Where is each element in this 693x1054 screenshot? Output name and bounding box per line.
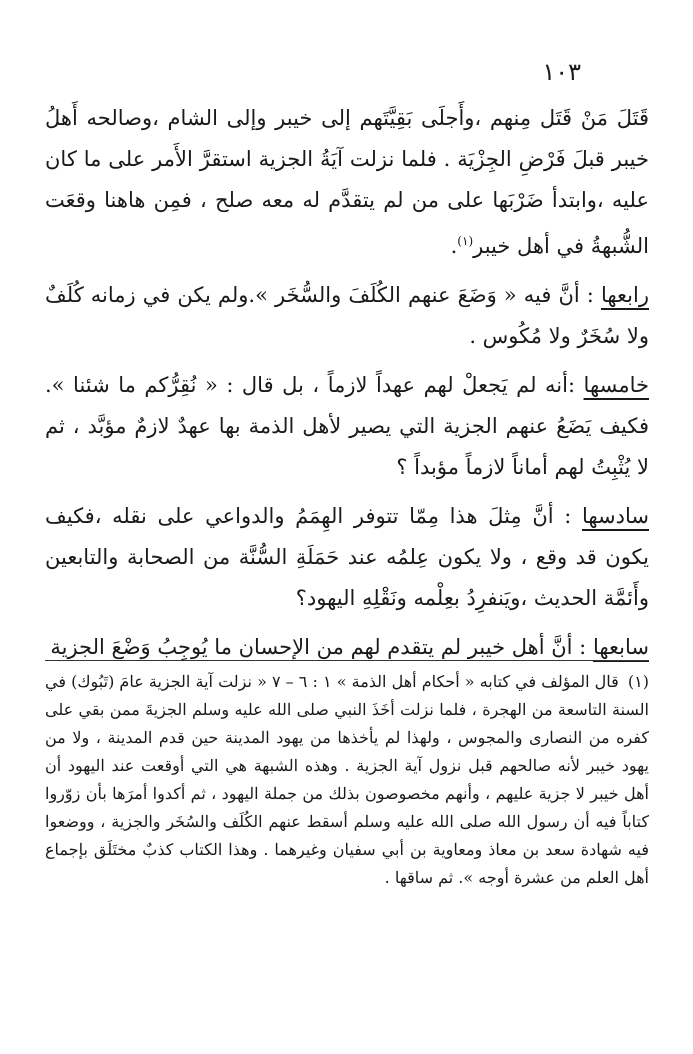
point-heading: رابعها: [600, 283, 649, 307]
paragraph-text: : أنَّ أهل خيبر لم يتقدم لهم من الإحسان ما يُوجِبُ وَضْعَ الجزية: [50, 635, 593, 659]
paragraph-text: :أنه لم يَجعلْ لهم عهداً لازماً ، بل قال : « نُقِرُّكم ما شئنا ». فكيف يَضَعُ عنهم الجزية التي يصير لأهل الذمة بها عهدٌ لازمٌ مؤبَّد ، ثم لا يُثْبِتُ لهم أماناً لازماً مؤبداً ؟: [45, 373, 649, 479]
footnote-divider: [45, 660, 649, 661]
paragraph-text: : أنَّ مِثلَ هذا مِمّا تتوفر الهِمَمُ والدواعي على نقله ،فكيف يكون قد وقع ، ولا يكون عِلمُه عند حَمَلَةِ السُّنَّة من الصحابة والتابعين وأَئمَّة الحديث ،ويَنفرِدُ بعِلْمه ونَقْلِهِ اليهود؟: [45, 504, 649, 610]
footnote-reference[interactable]: (١): [457, 234, 474, 248]
paragraph: [45, 275, 649, 357]
footnote-number: (١): [627, 672, 650, 691]
point-heading: خامسها: [583, 373, 649, 397]
paragraph-text: : أنَّ فيه « وَضَعَ عنهم الكُلَفَ والسُّخَر ».ولم يكن في زمانه كُلَفٌ ولا سُخَرٌ ولا مُكُوس .: [45, 283, 649, 348]
footnote-text: قال المؤلف في كتابه « أحكام أهل الذمة » ١ : ٦ – ٧ « نزلت آية الجزية عامَ (تَبُوك) في السنة التاسعة من الهجرة ، فلما نزلت أخَذَ النبي صلى الله عليه وسلم الجزيةَ ممن بقي على كفره من النصارى والمجوس ، ولهذا لم يأخذها من يهود المدينة حين قدم المدينة ، ولا من يهود خيبر لأنه صالحهم قبل نزول آية الجزية . وهذه الشبهة هي التي أوقعت عند اليهود أن أهل خيبر لا جزية عليهم ، وأنهم مخصوصون بذلك من جملة اليهود ، ثم أكدوا أمرَها بأن زوّروا كتاباً فيه أن رسول الله صلى الله عليه وسلم أسقط عنهم الكُلَف والسُخَر والجزية ، ووضعوا فيه شهادة سعد بن معاذ ومعاوية بن أبي سفيان وغيرهما . وهذا الكتاب كذبٌ مختَلَق بإجماع أهل العلم من عشرة أوجه ». ثم ساقها .: [45, 672, 650, 887]
paragraph: [45, 627, 649, 668]
paragraph: [45, 98, 649, 267]
paragraph-text: قَتَلَ مَنْ قَتَل مِنهم ،وأَجلَى بَقِيَّتَهم إلى خيبر وإلى الشام ،وصالحه أَهلُ خيبر قبلَ فَرْضِ الجِزْيَة . فلما نزلت آيَةُ الجزية استقرَّ الأَمر على ما كان عليه ،وابتدأ ضَرْبَها على من لم يتقدَّم له معه صلح ، فمِن هاهنا وقعَت الشُّبهةُ في أهل خيبر: [45, 106, 649, 258]
point-heading: سابعها: [592, 635, 649, 659]
point-heading: سادسها: [581, 504, 649, 528]
page-number: ١٠٣: [542, 58, 581, 86]
footnote: [45, 668, 649, 892]
main-text: [45, 98, 649, 676]
paragraph: [45, 365, 649, 488]
paragraph-tail: .: [450, 234, 458, 258]
paragraph: [45, 496, 649, 619]
